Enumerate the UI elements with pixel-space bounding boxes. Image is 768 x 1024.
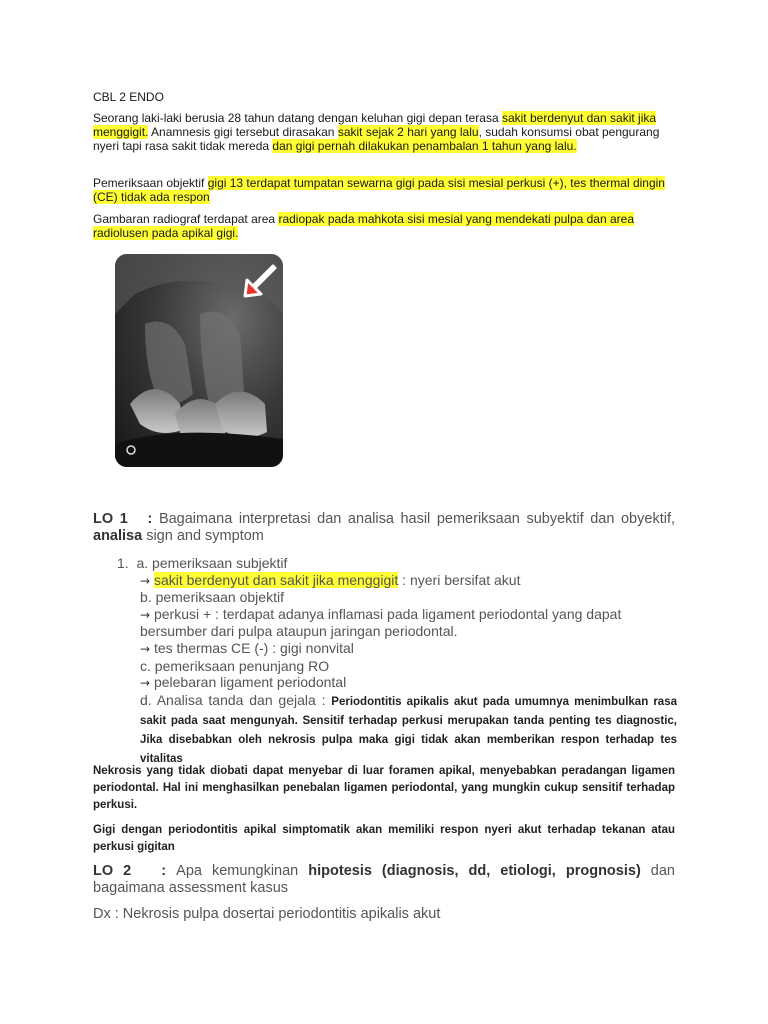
analysis-list bbox=[117, 555, 677, 768]
right-arrow-icon: → bbox=[140, 607, 151, 622]
radiograph-drawing bbox=[115, 254, 283, 467]
diagnosis-line: Dx : Nekrosis pulpa dosertai periodontitis apikalis akut bbox=[93, 906, 441, 922]
list-item-b2: → tes thermas CE (-) : gigi nonvital bbox=[140, 639, 354, 656]
list-item-d: d. Analisa tanda dan gejala : Periodontitis apikalis akut pada umumnya menimbulkan rasa sakit pada saat mengunyah. Sensitif terhadap perkusi merupakan tanda penting tes diagnostic, Jika disebabkan oleh nekrosis pulpa maka gigi tidak akan memberikan respon terhadap tes vitalitas bbox=[140, 691, 677, 765]
right-arrow-icon: → bbox=[140, 676, 151, 691]
right-arrow-icon: → bbox=[140, 641, 151, 656]
list-item-c: c. pemeriksaan penunjang RO bbox=[140, 657, 330, 674]
radiograph-image bbox=[115, 254, 283, 467]
list-item-b: b. pemeriksaan objektif bbox=[140, 589, 284, 606]
list-item-a1: → sakit berdenyut dan sakit jika menggigit : nyeri bersifat akut bbox=[140, 571, 521, 588]
case-paragraph-2: Pemeriksaan objektif gigi 13 terdapat tumpatan sewarna gigi pada sisi mesial perkusi (+), tes thermal dingin (CE) tidak ada respon bbox=[93, 176, 665, 204]
bold-paragraph-2: Gigi dengan periodontitis apikal simptomatik akan memiliki respon nyeri akut terhadap tekanan atau perkusi gigitan bbox=[93, 824, 675, 853]
list-item-b1: → perkusi + : terdapat adanya inflamasi pada ligament periodontal yang dapat bersumber dari pulpa ataupun jaringan periodontal. bbox=[140, 605, 622, 640]
right-arrow-icon: → bbox=[140, 573, 151, 588]
case-paragraph-3: Gambaran radiograf terdapat area radiopak pada mahkota sisi mesial yang mendekati pulpa dan area radiolusen pada apikal gigi. bbox=[93, 212, 635, 240]
lo2-heading: LO 2 : Apa kemungkinan hipotesis (diagnosis, dd, etiologi, prognosis) dan bagaimana assessment kasus bbox=[93, 863, 675, 896]
case-paragraph-1: Seorang laki-laki berusia 28 tahun datang dengan keluhan gigi depan terasa sakit berdenyut dan sakit jika menggigit. Anamnesis gigi tersebut dirasakan sakit sejak 2 hari yang lalu, sudah konsumsi obat pengurang nyeri tapi rasa sakit tidak mereda dan gigi pernah dilakukan penambalan 1 tahun yang lalu. bbox=[93, 111, 660, 153]
list-item-c1: → pelebaran ligament periodontal bbox=[140, 674, 347, 691]
document-title: CBL 2 ENDO bbox=[93, 90, 164, 104]
list-item-a: 1. a. pemeriksaan subjektif bbox=[117, 555, 288, 571]
lo1-heading: LO 1 : Bagaimana interpretasi dan analisa hasil pemeriksaan subyektif dan obyektif, analisa sign and symptom bbox=[93, 511, 675, 544]
bold-paragraph-1: Nekrosis yang tidak diobati dapat menyebar di luar foramen apikal, menyebabkan peradangan ligamen periodontal. Hal ini menghasilkan penebalan ligamen periodontal, yang mungkin cukup sensitif terhadap perkusi. bbox=[93, 765, 675, 811]
